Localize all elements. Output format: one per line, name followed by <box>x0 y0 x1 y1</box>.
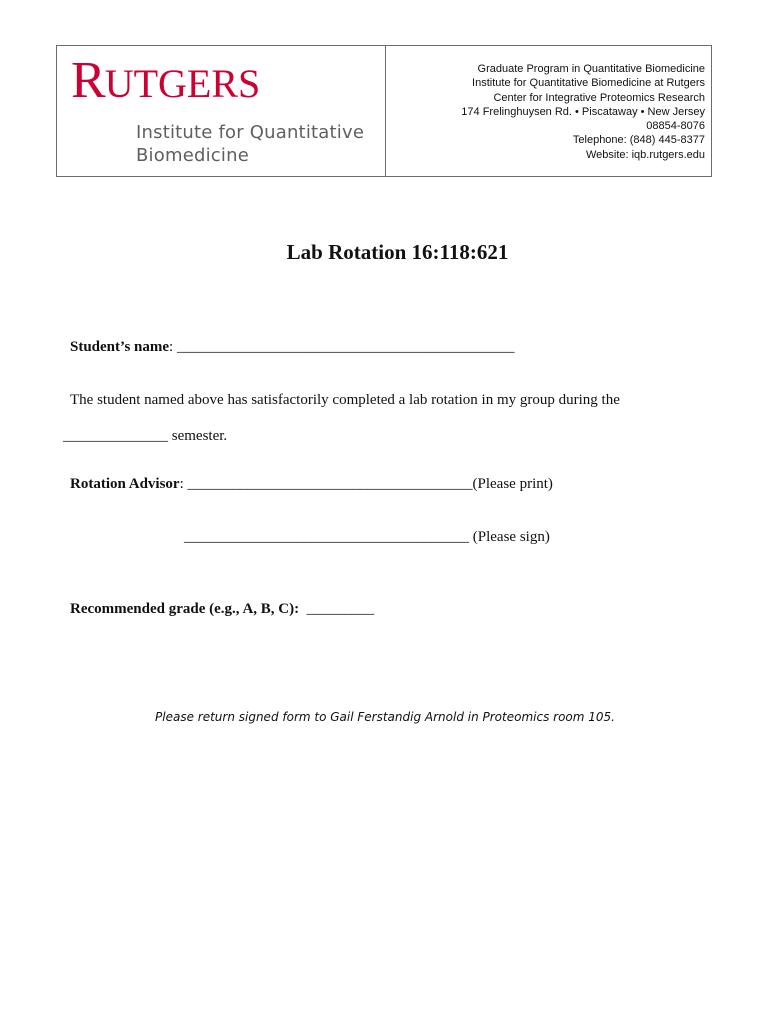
address-block <box>386 46 711 176</box>
address-line-1: Graduate Program in Quantitative Biomedicine <box>477 63 705 75</box>
advisor-sign-field[interactable]: ______________________________________ (Please sign) <box>184 529 550 545</box>
address-line-2: Institute for Quantitative Biomedicine at Rutgers <box>472 77 705 90</box>
address-line-4: 174 Frelinghuysen Rd. • Piscataway • New Jersey <box>461 105 705 118</box>
statement-text: The student named above has satisfactorily completed a lab rotation in my group during the <box>70 392 620 408</box>
address-line-3: Center for Integrative Proteomics Research <box>493 91 705 104</box>
institute-name <box>136 121 364 167</box>
institute-line-2: Biomedicine <box>136 145 249 166</box>
page-title: Lab Rotation 16:118:621 <box>286 240 509 264</box>
return-instructions: Please return signed form to Gail Ferstandig Arnold in Proteomics room 105. <box>155 710 615 724</box>
advisor-print-row <box>70 476 553 493</box>
grade-label: Recommended grade (e.g., A, B, C): <box>70 601 300 617</box>
website: Website: iqb.rutgers.edu <box>585 148 705 161</box>
grade-row <box>70 601 374 618</box>
advisor-print-field[interactable]: : ______________________________________(Please print) <box>179 476 553 492</box>
logo-panel <box>57 46 386 176</box>
telephone: Telephone: (848) 445-8377 <box>572 134 705 147</box>
student-name-field[interactable]: : _____________________________________________ <box>169 339 515 355</box>
institute-line-1: Institute for Quantitative <box>136 122 365 143</box>
rutgers-logo: RUTGERS <box>71 52 261 109</box>
semester-field[interactable]: ______________ semester. <box>63 428 228 444</box>
advisor-label: Rotation Advisor <box>70 476 180 492</box>
address-line-5: 08854-8076 <box>646 120 705 133</box>
letterhead <box>56 45 712 177</box>
student-name-row <box>70 339 514 356</box>
grade-field[interactable]: _________ <box>299 601 375 617</box>
student-name-label: Student’s name <box>70 339 170 355</box>
